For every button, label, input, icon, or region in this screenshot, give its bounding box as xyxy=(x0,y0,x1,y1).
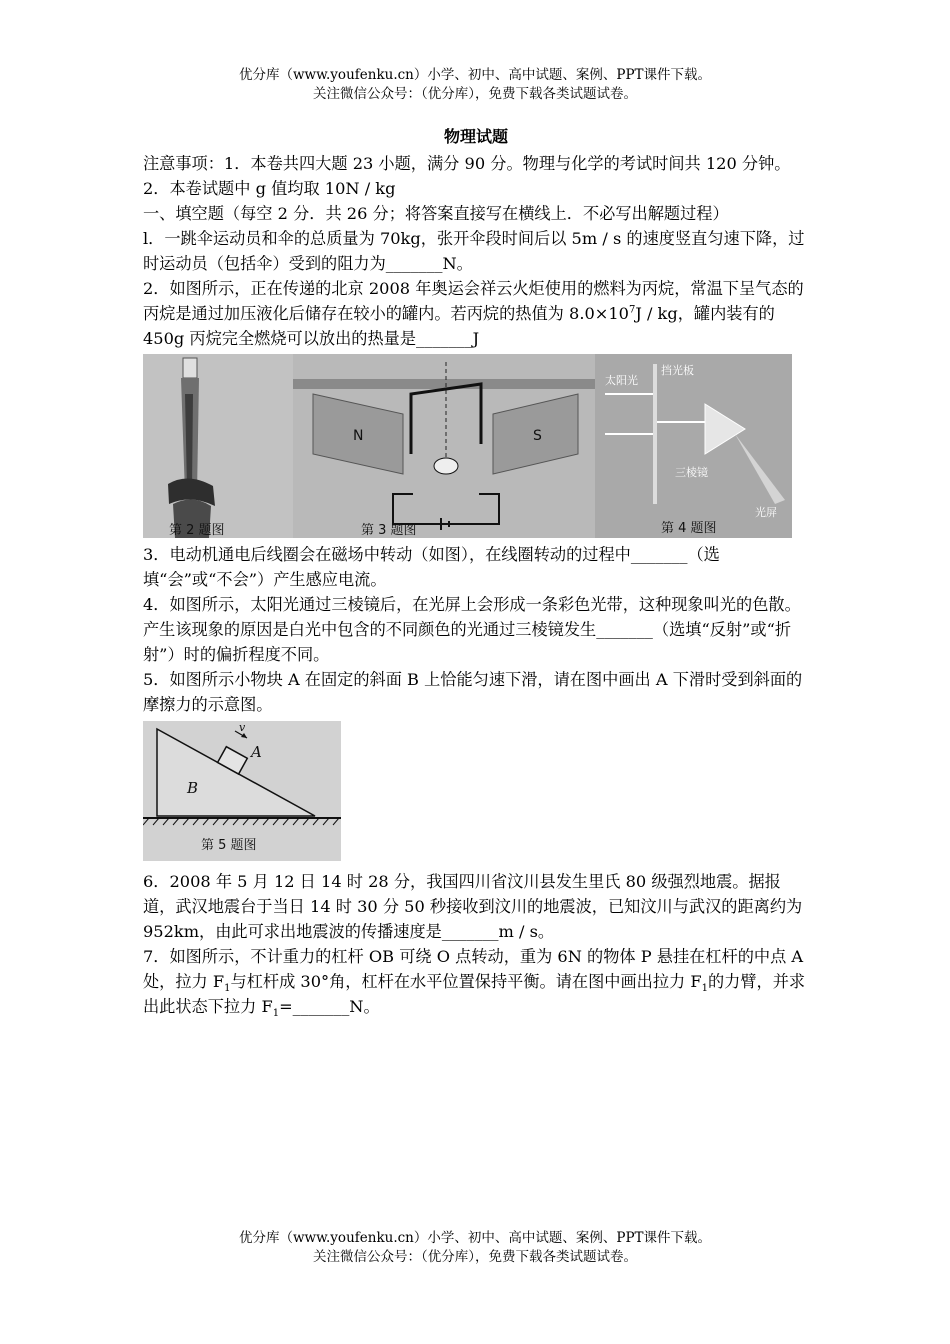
question-4: 4．如图所示，太阳光通过三棱镜后，在光屏上会形成一条彩色光带，这种现象叫光的色散。产生该现象的原因是白光中包含的不同颜色的光通过三棱镜发生_______（选填“反射”或“折射”）时的偏折程度不同。 xyxy=(143,595,801,664)
question-7: 7．如图所示，不计重力的杠杆 OB 可绕 O 点转动，重为 6N 的物体 P 悬挂在杠杆的中点 A 处，拉力 $F_1$与杠杆成 30°角，杠杆在水平位置保持平衡。请在图中画出拉力 $F_1$的力臂，并求出此状态下拉力 $F_1=\_\_\_\_\_\_\_N$。 xyxy=(143,947,806,1020)
figure-3-motor xyxy=(293,354,595,538)
page-header xyxy=(0,66,950,104)
figure-5-caption: 第 5 题图 xyxy=(201,838,257,853)
figure-5-label-a: A xyxy=(251,743,262,761)
figure-4-prism xyxy=(595,354,792,538)
header-line-2: 关注微信公众号：（优分库），免费下载各类试题试卷。 xyxy=(313,86,637,102)
question-2: 2．如图所示，正在传递的北京 2008 年奥运会祥云火炬使用的燃料为丙烷，常温下呈气态的丙烷是通过加压液化后储存在较小的罐内。若丙烷的热值为 $8.0\times 10^7J$ / kg，罐内装有的 450g 丙烷完全燃烧可以放出的热量是_______J xyxy=(143,279,804,348)
figure-5-label-b: B xyxy=(187,779,199,797)
figure-2-caption: 第 2 题图 xyxy=(169,523,225,538)
figure-4-screen-label: 光屏 xyxy=(755,506,777,519)
figure-2-torch xyxy=(143,354,293,538)
question-1: l．一跳伞运动员和伞的总质量为 70kg，张开伞段时间后以 5m / s 的速度竖直匀速下降，过时运动员（包括伞）受到的阻力为_______N。 xyxy=(143,229,805,273)
question-6: 6．2008 年 5 月 12 日 14 时 28 分，我国四川省汶川县发生里氏 80 级强烈地震。据报道，武汉地震台于当日 14 时 30 分 50 秒接收到汶川的地震波，已知汶川与武汉的距离约为 952km，由此可求出地震波的传播速度是_______m / s。 xyxy=(143,872,803,941)
figure-row-2-3-4 xyxy=(143,354,792,538)
document-body xyxy=(143,124,809,1019)
section-heading: 一、填空题（每空 2 分．共 26 分；将答案直接写在横线上．不必写出解题过程） xyxy=(143,204,729,223)
header-line-1: 优分库（www.youfenku.cn）小学、初中、高中试题、案例、PPT课件下载。 xyxy=(238,67,712,83)
figure-4-prism-label: 三棱镜 xyxy=(675,466,708,479)
figure-3-s-pole: S xyxy=(533,428,542,444)
page-title: 物理试题 xyxy=(443,127,508,146)
question-3: 3．电动机通电后线圈会在磁场中转动（如图），在线圈转动的过程中_______（选填“会”或“不会”）产生感应电流。 xyxy=(143,545,720,589)
notes-line-1: 注意事项：1．本卷共四大题 23 小题，满分 90 分。物理与化学的考试时间共 120 分钟。 xyxy=(143,154,791,173)
footer-line-2: 关注微信公众号：（优分库），免费下载各类试题试卷。 xyxy=(313,1249,637,1265)
figure-5-velocity-label: v xyxy=(239,721,246,734)
figure-3-caption: 第 3 题图 xyxy=(361,523,417,538)
figure-3-n-pole: N xyxy=(353,428,364,444)
notes-line-2: 2．本卷试题中 g 值均取 10N / kg xyxy=(143,179,396,198)
figure-4-sunlight-label: 太阳光 xyxy=(605,374,638,387)
figure-5-incline xyxy=(143,721,341,861)
question-5: 5．如图所示小物块 A 在固定的斜面 B 上恰能匀速下滑，请在图中画出 A 下滑时受到斜面的摩擦力的示意图。 xyxy=(143,670,803,714)
page-footer xyxy=(0,1229,950,1267)
footer-line-1: 优分库（www.youfenku.cn）小学、初中、高中试题、案例、PPT课件下载。 xyxy=(238,1230,712,1246)
figure-4-caption: 第 4 题图 xyxy=(661,521,717,536)
figure-4-board-label: 挡光板 xyxy=(661,364,694,377)
